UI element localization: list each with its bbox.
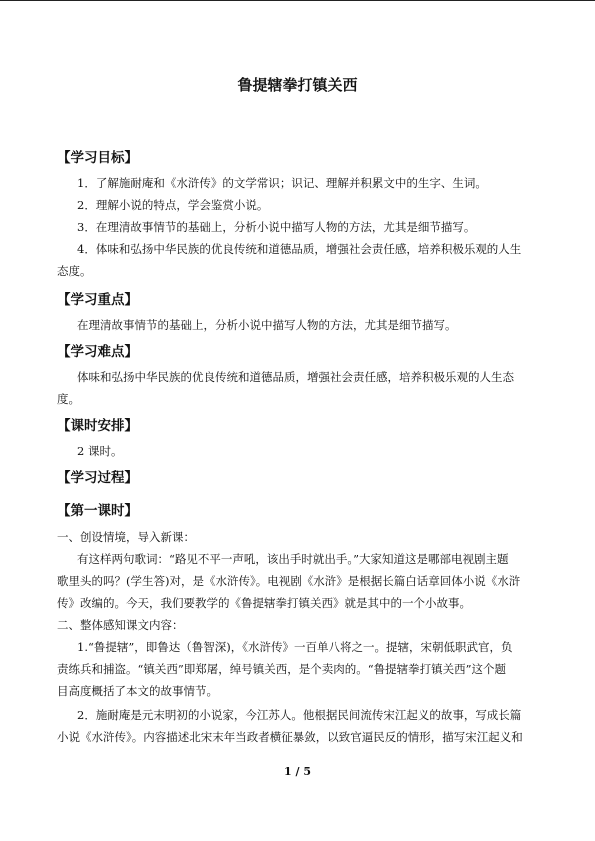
key-points-text: 在理清故事情节的基础上，分析小说中描写人物的方法，尤其是细节描写。	[77, 318, 457, 332]
part1-line: 传》改编的。今天，我们要教学的《鲁提辖拳打镇关西》就是其中的一个小故事。	[57, 596, 471, 610]
heading-difficulties: 【学习难点】	[57, 344, 138, 360]
part2-line: 小说《水浒传》。内容描述北宋末年当政者横征暴敛，以致官逼民反的情形，描写宋江起义和	[57, 730, 523, 744]
heading-key-points: 【学习重点】	[57, 292, 138, 308]
difficulties-text: 体味和弘扬中华民族的优良传统和道德品质，增强社会责任感，培养积极乐观的人生态	[77, 370, 514, 384]
page-number: 1 / 5	[284, 765, 311, 778]
heading-objectives: 【学习目标】	[57, 150, 138, 166]
objective-item: 1．了解施耐庵和《水浒传》的文学常识；识记、理解并积累文中的生字、生词。	[77, 176, 487, 190]
part2-title: 二、整体感知课文内容：	[57, 618, 184, 632]
part2-line: 1.“鲁提辖”，即鲁达（鲁智深)，《水浒传》一百单八将之一。提辖，宋朝低职武官，负	[77, 640, 513, 654]
part2-line: 2．施耐庵是元末明初的小说家，今江苏人。他根据民间流传宋江起义的故事，写成长篇	[77, 708, 522, 722]
part1-line: 歌里头的吗？(学生答)对，是《水浒传》。电视剧《水浒》是根据长篇白话章回体小说《水浒	[57, 574, 521, 588]
document-title: 鲁提辖拳打镇关西	[237, 76, 358, 94]
part1-line: 有这样两句歌词：“路见不平一声吼，该出手时就出手。”大家知道这是哪部电视剧主题	[77, 552, 509, 566]
heading-process: 【学习过程】	[57, 470, 138, 486]
objective-item: 4．体味和弘扬中华民族的优良传统和道德品质，增强社会责任感，培养积极乐观的人生	[77, 242, 522, 256]
part2-line: 责练兵和捕盗。“镇关西”即郑屠，绰号镇关西，是个卖肉的。“鲁提辖拳打镇关西”这个题	[57, 662, 507, 676]
objective-item-continued: 态度。	[57, 264, 92, 278]
header-rule	[0, 0, 595, 1]
objective-item: 2．理解小说的特点，学会鉴赏小说。	[77, 198, 269, 212]
heading-schedule: 【课时安排】	[57, 418, 138, 434]
difficulties-text-continued: 度。	[57, 392, 80, 406]
schedule-text: 2 课时。	[77, 444, 123, 458]
objective-item: 3．在理清故事情节的基础上，分析小说中描写人物的方法，尤其是细节描写。	[77, 220, 476, 234]
heading-lesson-1: 【第一课时】	[57, 503, 138, 519]
part2-line: 目高度概括了本文的故事情节。	[57, 684, 218, 698]
part1-title: 一、创设情境，导入新课：	[57, 530, 195, 544]
